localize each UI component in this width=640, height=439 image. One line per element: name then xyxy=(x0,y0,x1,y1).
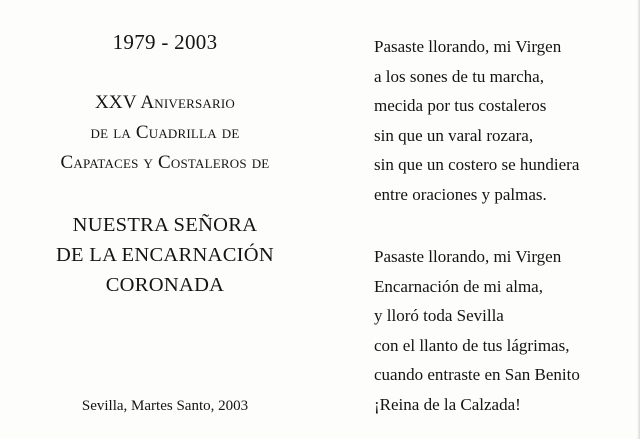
verse-line: entre oraciones y palmas. xyxy=(374,184,547,204)
anniversary-line-1: XXV Aniversario xyxy=(95,92,235,113)
title-line-3: CORONADA xyxy=(105,274,225,296)
verse-line: con el llanto de tus lágrimas, xyxy=(374,335,570,355)
place-and-date: Sevilla, Martes Santo, 2003 xyxy=(81,398,249,414)
verse-line: Encarnación de mi alma, xyxy=(374,276,543,296)
verse-line: a los sones de tu marcha, xyxy=(374,66,544,86)
verse-line: sin que un varal rozara, xyxy=(374,125,534,145)
poem-column xyxy=(374,0,640,439)
anniversary-dates: 1979 - 2003 xyxy=(112,30,218,54)
verse-line: ¡Reina de la Calzada! xyxy=(374,394,521,414)
title-line-2: DE LA ENCARNACIÓN xyxy=(55,244,275,266)
anniversary-line-3: Capataces y Costaleros de xyxy=(60,152,270,173)
anniversary-line-2: de la Cuadrilla de xyxy=(90,122,240,143)
poem-stanza-1 xyxy=(374,32,640,209)
verse-line: mecida por tus costaleros xyxy=(374,96,547,115)
poem-stanza-2 xyxy=(374,242,640,419)
verse-line: sin que un costero se hundiera xyxy=(374,155,580,174)
verse-line: Pasaste llorando, mi Virgen xyxy=(374,247,562,266)
verse-line: cuando entraste en San Benito xyxy=(374,365,580,384)
title-line-1: NUESTRA SEÑORA xyxy=(72,214,258,236)
verse-line: Pasaste llorando, mi Virgen xyxy=(374,37,562,56)
verse-line: y lloró toda Sevilla xyxy=(374,306,504,325)
